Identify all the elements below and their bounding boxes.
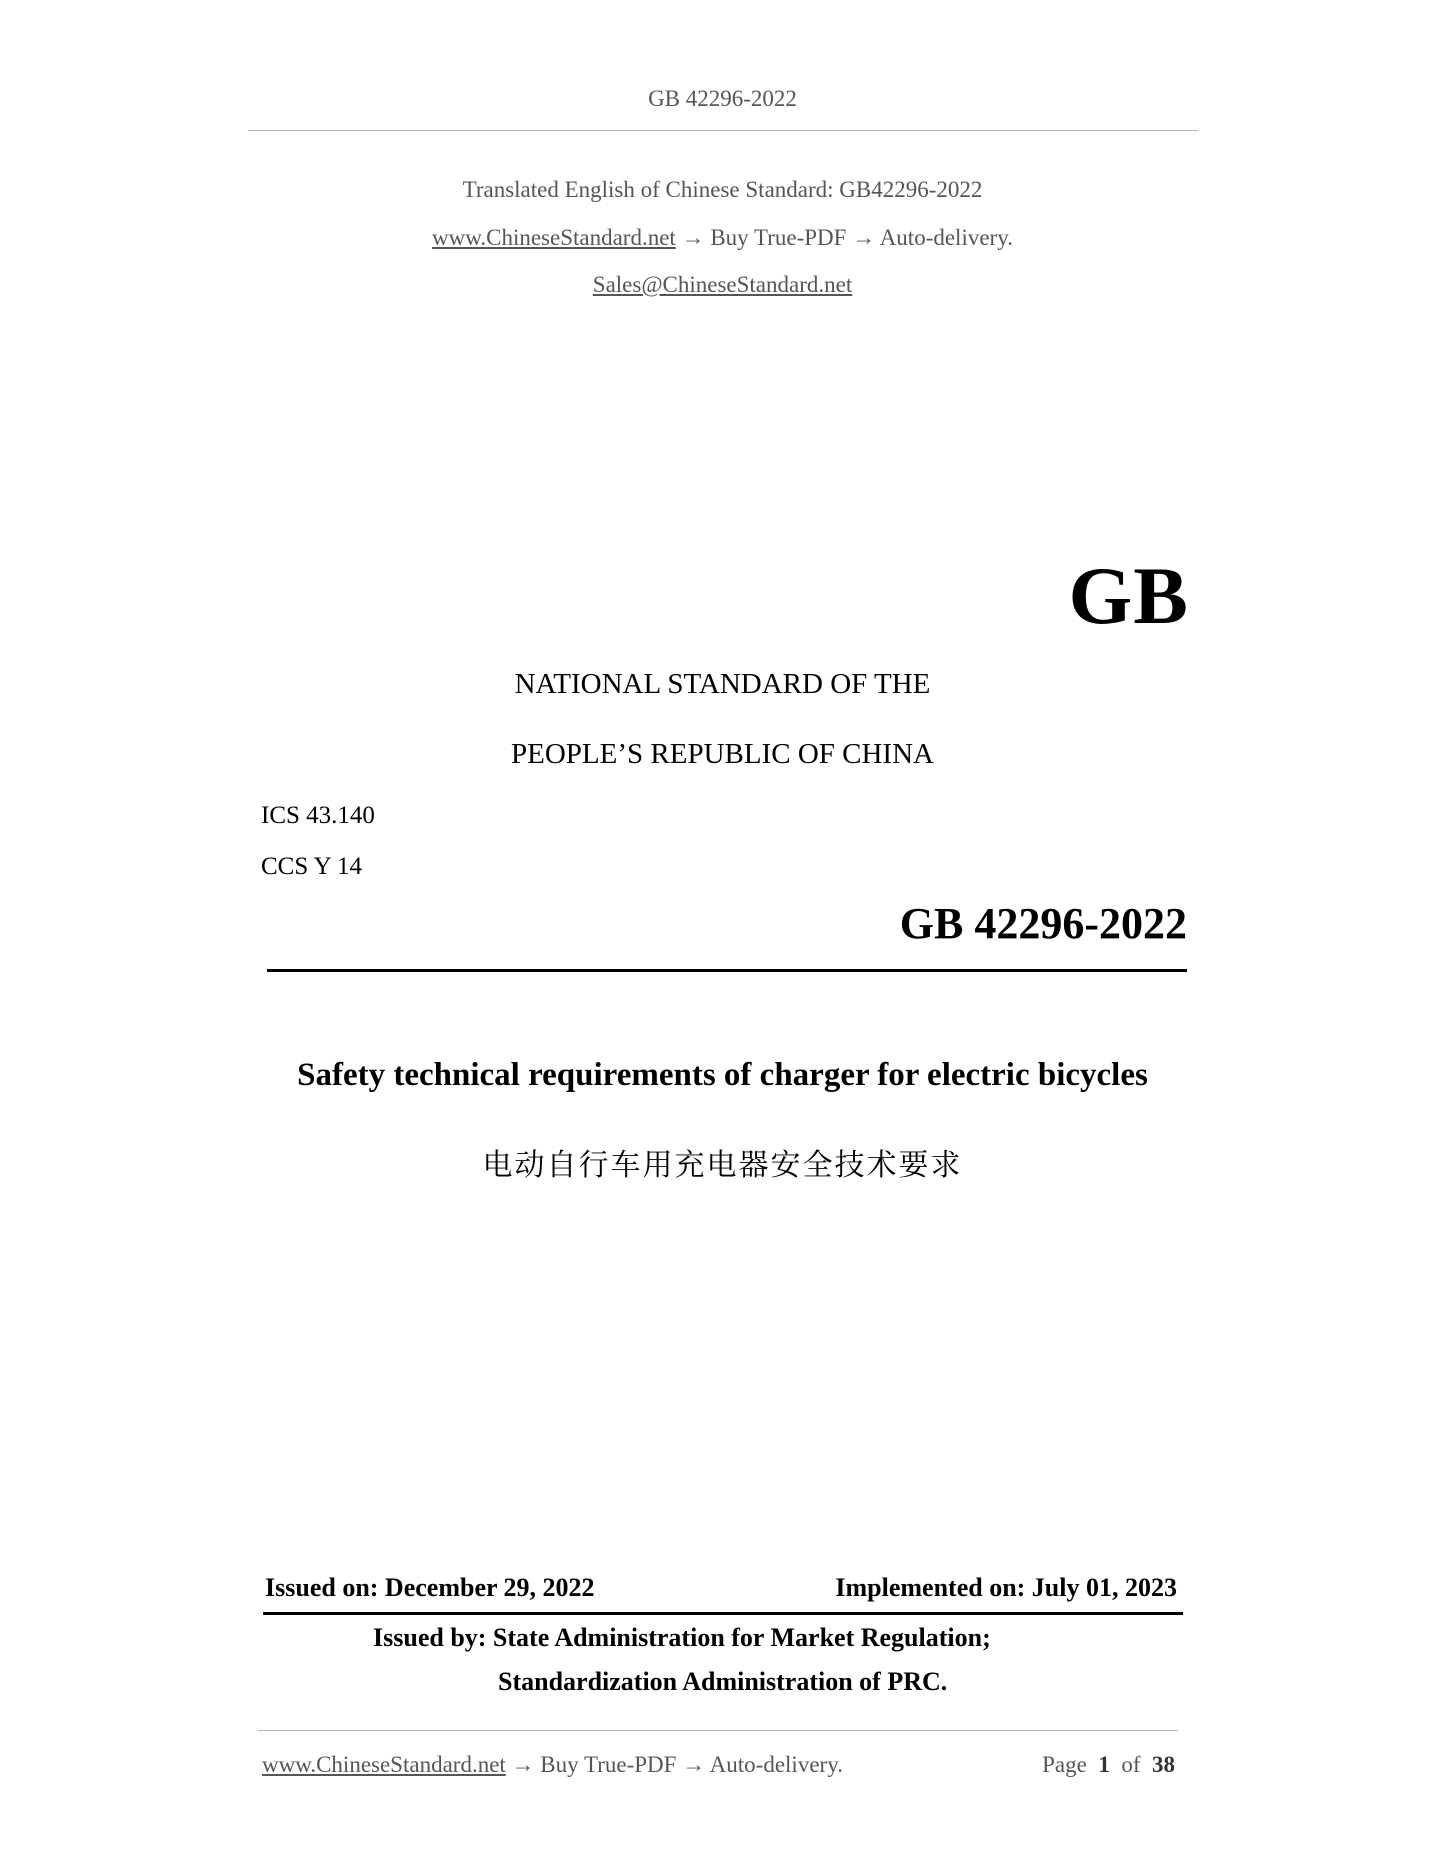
ics-code: ICS 43.140 — [261, 802, 375, 829]
title-english: Safety technical requirements of charger for electric bicycles — [297, 1057, 1148, 1093]
footer-buy-text: Buy True-PDF — [540, 1752, 677, 1777]
arrow-right-icon: → — [682, 1752, 706, 1777]
of-label: of — [1121, 1752, 1141, 1777]
dates-divider — [263, 1612, 1183, 1615]
delivery-text: Auto-delivery. — [879, 225, 1013, 250]
promo-links — [0, 225, 1445, 251]
title-chinese: 电动自行车用充电器安全技术要求 — [482, 1148, 963, 1183]
site-link[interactable]: www.ChineseStandard.net — [432, 225, 676, 250]
gb-logo: GB — [1068, 550, 1189, 641]
promo-title: Translated English of Chinese Standard: GB42296-2022 — [462, 177, 983, 202]
arrow-right-icon: → — [511, 1752, 535, 1777]
sales-email-link[interactable]: Sales@ChineseStandard.net — [592, 272, 853, 297]
standard-number-divider — [267, 969, 1187, 972]
header-divider — [248, 130, 1198, 131]
page-indicator — [1042, 1752, 1175, 1778]
footer-site-link[interactable]: www.ChineseStandard.net — [262, 1752, 506, 1777]
issuer-line-1: Issued by: State Administration for Market Regulation; — [373, 1623, 991, 1652]
national-standard-line-1: NATIONAL STANDARD OF THE — [514, 668, 931, 700]
footer-divider — [258, 1730, 1178, 1731]
arrow-right-icon: → — [852, 225, 876, 250]
page-label: Page — [1042, 1752, 1087, 1777]
footer-delivery-text: Auto-delivery. — [709, 1752, 843, 1777]
national-standard-line-2: PEOPLE’S REPUBLIC OF CHINA — [511, 738, 934, 770]
running-header: GB 42296-2022 — [648, 86, 797, 111]
buy-text: Buy True-PDF — [710, 225, 847, 250]
issued-on-date: Issued on: December 29, 2022 — [265, 1573, 595, 1602]
arrow-right-icon: → — [681, 225, 705, 250]
footer-links — [262, 1752, 843, 1778]
total-pages: 38 — [1152, 1752, 1175, 1777]
standard-number: GB 42296-2022 — [899, 899, 1187, 948]
page-number: 1 — [1098, 1752, 1110, 1777]
implemented-on-date: Implemented on: July 01, 2023 — [835, 1573, 1177, 1602]
issuer-line-2: Standardization Administration of PRC. — [498, 1667, 948, 1696]
ccs-code: CCS Y 14 — [261, 853, 362, 880]
promo-email-row — [0, 272, 1445, 298]
